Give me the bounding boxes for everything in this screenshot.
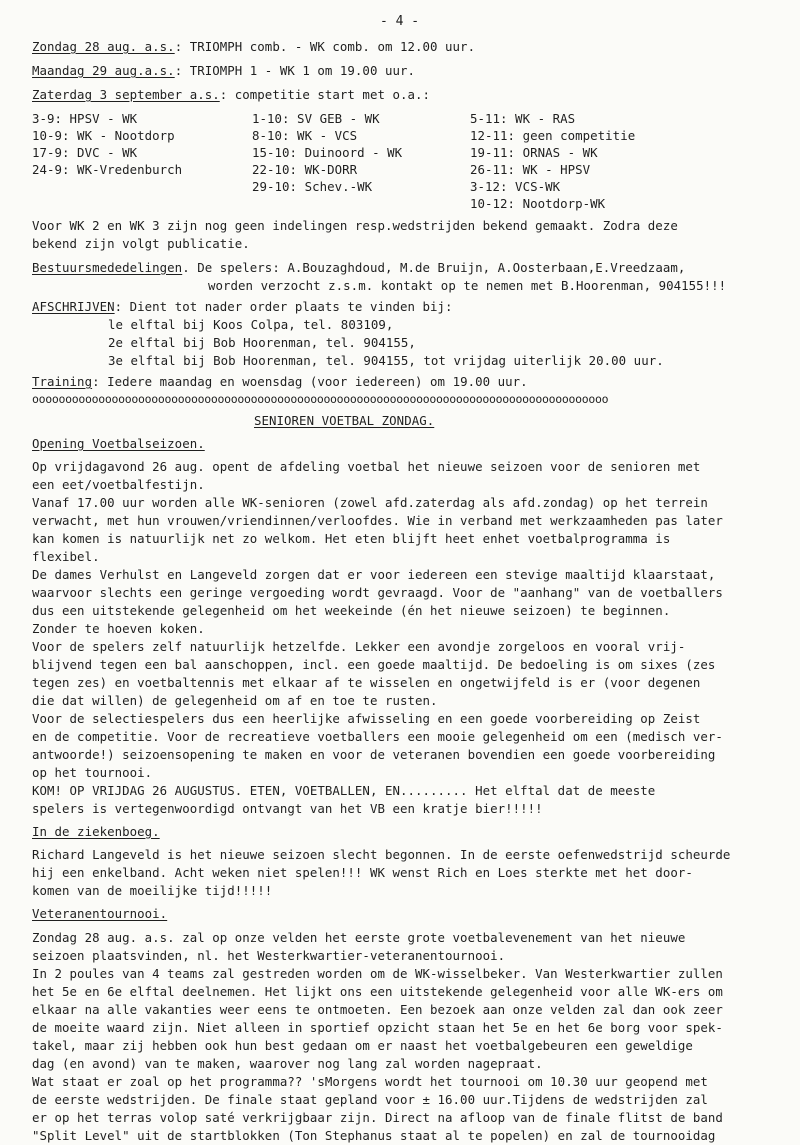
schedule-col3-row: 12-11: geen competitie [470,128,636,143]
bestuur-line-1 [32,259,685,277]
veteranen-line: seizoen plaatsvinden, nl. het Westerkwartier-veteranentournooi. [32,948,506,963]
veteranen-line: dag (en avond) van te maken, waarover nog lang zal worden nagepraat. [32,1056,543,1071]
training-text: : Iedere maandag en woensdag (voor iedereen) om 19.00 uur. [92,374,528,389]
opening-line: flexibel. [32,549,100,564]
opening-line: Op vrijdagavond 26 aug. opent de afdeling voetbal het nieuwe seizoen voor de senioren met [32,459,701,474]
veteranen-line: er op het terras volop saté verkrijgbaar zijn. Direct na afloop van de finale flitst de band [32,1110,723,1125]
bestuur-text-2: worden verzocht z.s.m. kontakt op te nemen met B.Hoorenman, 904155!!! [208,278,727,293]
bestuur-text-1: . De spelers: A.Bouzaghdoud, M.de Bruijn, A.Oosterbaan,E.Vreedzaam, [182,260,686,275]
afschrijven-heading: AFSCHRIJVEN [32,299,115,314]
announcement-1 [32,38,475,56]
opening-heading: Opening Voetbalseizoen. [32,436,205,451]
schedule-col3-row: 10-12: Nootdorp-WK [470,196,606,211]
veteranen-line: de eerste wedstrijden. De finale staat gepland voor ± 16.00 uur.Tijdens de wedstrijden zal [32,1092,708,1107]
schedule-col3-row: 26-11: WK - HPSV [470,162,591,177]
veteranen-line: elkaar na alle vakanties weer eens te ontmoeten. Een bezoek aan onze velden zal dan ook zeer [32,1002,723,1017]
ziekenboeg-line: Richard Langeveld is het nieuwe seizoen slecht begonnen. In de eerste oefenwedstrijd scheurde [32,847,731,862]
veteranen-line: de moeite waard zijn. Niet alleen in sportief opzicht staan het 5e en het 6e borg voor spek- [32,1020,723,1035]
opening-line: Voor de spelers zelf natuurlijk hetzelfde. Lekker een avondje zorgeloos en vooral vrij- [32,639,686,654]
schedule-col3-row: 5-11: WK - RAS [470,111,576,126]
schedule-col2-row: 29-10: Schev.-WK [252,179,373,194]
page-number: - 4 - [380,14,420,29]
announcement-1-date: Zondag 28 aug. a.s. [32,39,175,54]
separator-line: ooooooooooooooooooooooooooooooooooooooooooooooooooooooooooooooooooooooooooooooooooooooo [32,392,609,406]
schedule-col2-row: 8-10: WK - VCS [252,128,358,143]
veteranen-line: In 2 poules van 4 teams zal gestreden worden om de WK-wisselbeker. Van Westerkwartier zullen [32,966,723,981]
wk23-note-line: Voor WK 2 en WK 3 zijn nog geen indelingen resp.wedstrijden bekend gemaakt. Zodra deze [32,218,678,233]
veteranen-line: Zondag 28 aug. a.s. zal op onze velden het eerste grote voetbalevenement van het nieuwe [32,930,686,945]
veteranen-line: "Split Level" uit de startblokken (Ton Stephanus staat al te popelen) en zal de tournooidag [32,1128,716,1143]
announcement-3-date: Zaterdag 3 september a.s. [32,87,220,102]
opening-line: dus een uitstekende gelegenheid om het weekeinde (én het nieuwe seizoen) te beginnen. [32,603,671,618]
afschrijven-line-1 [32,298,453,316]
schedule-col3-row: 19-11: ORNAS - WK [470,145,598,160]
opening-line: waarvoor slechts een geringe vergoeding wordt gevraagd. Voor de "aanhang" van de voetballers [32,585,723,600]
opening-line: antwoorde!) seizoensopening te maken en voor de veteranen bovendien een goede voorbereiding [32,747,716,762]
veteranen-line: het 5e en 6e elftal deelnemen. Het lijkt ons een uitstekende gelegenheid voor alle WK-ers om [32,984,723,999]
opening-line: tegen zes) en voetbaltennis met elkaar af te wisselen en ongetwijfeld is er (voor degenen [32,675,701,690]
opening-line: Vanaf 17.00 uur worden alle WK-senioren (zowel afd.zaterdag als afd.zondag) op het terrein [32,495,708,510]
wk23-note-line: bekend zijn volgt publicatie. [32,236,250,251]
schedule-col2-row: 22-10: WK-DORR [252,162,358,177]
opening-line: spelers is vertegenwoordigd ontvangt van het VB een kratje bier!!!!! [32,801,543,816]
ziekenboeg-line: komen van de moeilijke tijd!!!!! [32,883,273,898]
announcement-2-text: : TRIOMPH 1 - WK 1 om 19.00 uur. [174,63,416,78]
opening-line: blijvend tegen een bal aanschoppen, incl. een goede maaltijd. De bedoeling is om sixes (zes [32,657,716,672]
announcement-3-text: : competitie start met o.a.: [219,87,431,102]
schedule-col2-row: 1-10: SV GEB - WK [252,111,380,126]
ziekenboeg-heading: In de ziekenboeg. [32,824,160,839]
afschrijven-text-1: : Dient tot nader order plaats te vinden bij: [114,299,453,314]
opening-line: een eet/voetbalfestijn. [32,477,205,492]
schedule-col1-row: 17-9: DVC - WK [32,145,138,160]
opening-line: De dames Verhulst en Langeveld zorgen dat er voor iedereen een stevige maaltijd klaarstaat, [32,567,716,582]
opening-line: en de competitie. Voor de recreatieve voetballers een mooie gelegenheid om een (medisch ver- [32,729,723,744]
announcement-2-date: Maandag 29 aug.a.s. [32,63,175,78]
veteranen-line: Wat staat er zoal op het programma?? 'sMorgens wordt het tournooi om 10.30 uur geopend met [32,1074,708,1089]
schedule-col3-row: 3-12: VCS-WK [470,179,561,194]
schedule-col2-row: 15-10: Duinoord - WK [252,145,403,160]
opening-line: verwacht, met hun vrouwen/vriendinnen/verloofdes. Wie in verband met werkzaamheden pas later [32,513,723,528]
training-line [32,373,528,391]
opening-line: KOM! OP VRIJDAG 26 AUGUSTUS. ETEN, VOETBALLEN, EN......... Het elftal dat de meeste [32,783,656,798]
schedule-col1-row: 10-9: WK - Nootdorp [32,128,175,143]
announcement-1-text: : TRIOMPH comb. - WK comb. om 12.00 uur. [174,39,476,54]
schedule-col1-row: 3-9: HPSV - WK [32,111,138,126]
announcement-3 [32,86,430,104]
afschrijven-team-line: le elftal bij Koos Colpa, tel. 803109, [108,317,394,332]
veteranen-line: takel, maar zij hebben ook hun best gedaan om er naast het voetbalgebeuren een geweldige [32,1038,693,1053]
training-heading: Training [32,374,93,389]
bestuur-heading: Bestuursmededelingen [32,260,183,275]
opening-line: op het tournooi. [32,765,153,780]
opening-line: Zonder te hoeven koken. [32,621,205,636]
opening-line: die dat willen) de gelegenheid om af en toe te rusten. [32,693,438,708]
ziekenboeg-line: hij een enkelband. Acht weken niet spelen!!! WK wenst Rich en Loes sterkte met het door- [32,865,693,880]
opening-line: kan komen is natuurlijk net zo welkom. Het eten blijft heet enhet voetbalprogramma is [32,531,671,546]
schedule-col1-row: 24-9: WK-Vredenburch [32,162,183,177]
section-title: SENIOREN VOETBAL ZONDAG. [254,413,435,428]
veteranen-heading: Veteranentournooi. [32,906,168,921]
announcement-2 [32,62,415,80]
opening-line: Voor de selectiespelers dus een heerlijke afwisseling en een goede voorbereiding op Zeist [32,711,701,726]
afschrijven-team-line: 2e elftal bij Bob Hoorenman, tel. 904155, [108,335,416,350]
afschrijven-team-line: 3e elftal bij Bob Hoorenman, tel. 904155, tot vrijdag uiterlijk 20.00 uur. [108,353,664,368]
